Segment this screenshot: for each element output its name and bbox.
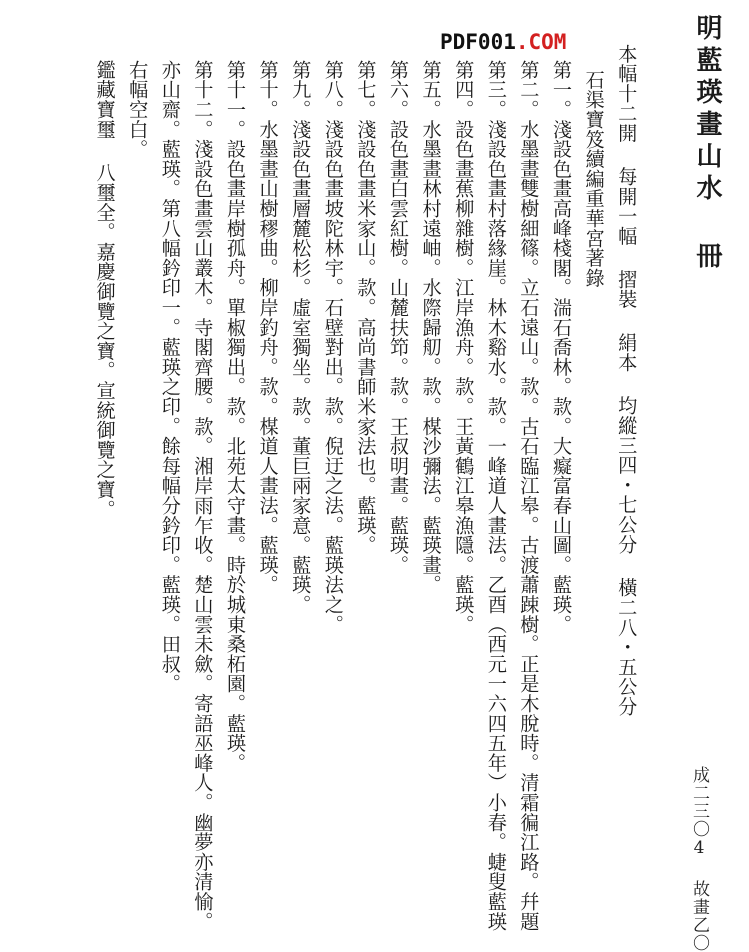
text-column-4: 第二。水墨畫雙樹細篠。立石遠山。款。古石臨江皋。古渡蕭踈樹。正是木脫時。清霜徧江路。幷題 [517,60,541,932]
text-column-5: 第三。淺設色畫村落緣崖。林木谿水。款。一峰道人畫法。乙酉（西元一六四五年）小春。蜨叟藍瑛 [484,60,508,932]
text-column-10: 第八。淺設色畫坡陀林宇。石壁對出。款。倪迂之法。藍瑛法之。 [321,60,345,635]
watermark-suffix: .COM [515,30,567,54]
text-column-12: 第十。水墨畫山樹穋曲。柳岸釣舟。款。楳道人畫法。藍瑛。 [256,60,280,595]
catalog-code: 成二三〇4 故畫乙〇 [689,766,709,952]
text-column-13: 第十一。設色畫岸樹孤舟。單椒獨出。款。北苑太守畫。時於城東桑柘園。藍瑛。 [224,60,247,773]
text-column-7: 第五。水墨畫林村遠岫。水際歸舠。款。楳沙彌法。藍瑛畫。 [419,60,443,595]
text-column-2: 石渠寶笈續編重華宮著錄 [582,70,606,288]
text-column-17: 鑑藏寶璽 八璽全。嘉慶御覽之寶。宣統御覽之寶。 [93,60,117,520]
document-title: 明藍瑛畫山水 冊 [692,14,722,274]
watermark-logo [440,30,566,54]
watermark-prefix: PDF001 [440,30,516,54]
text-column-15: 亦山齋。藍瑛。第八幅鈐印一。藍瑛之印。餘每幅分鈐印。藍瑛。田叔。 [158,60,182,694]
text-column-6: 第四。設色畫蕉柳雜樹。江岸漁舟。款。王黃鶴江皋漁隱。藍瑛。 [452,60,476,635]
text-column-1: 本幅十二開 每開一幅 摺裝 絹本 均縱三四・七公分 橫二八・五公分 [615,44,639,717]
text-column-14: 第十二。淺設色畫雲山叢木。寺閣齊腰。款。湘岸雨乍收。楚山雲未歛。寄語巫峰人。幽夢亦清愉。 [191,60,215,932]
text-column-9: 第七。淺設色畫米家山。款。高尚書師米家法也。藍瑛。 [354,60,378,555]
text-column-16: 右幅空白。 [126,60,150,159]
text-column-11: 第九。淺設色畫層麓松杉。虛室獨坐。款。董巨兩家意。藍瑛。 [289,60,313,615]
text-column-3: 第一。淺設色畫高峰棧閣。湍石喬林。款。大癡富春山圖。藍瑛。 [550,60,573,635]
text-column-8: 第六。設色畫白雲紅樹。山麓扶笻。款。王叔明畫。藍瑛。 [387,60,410,575]
